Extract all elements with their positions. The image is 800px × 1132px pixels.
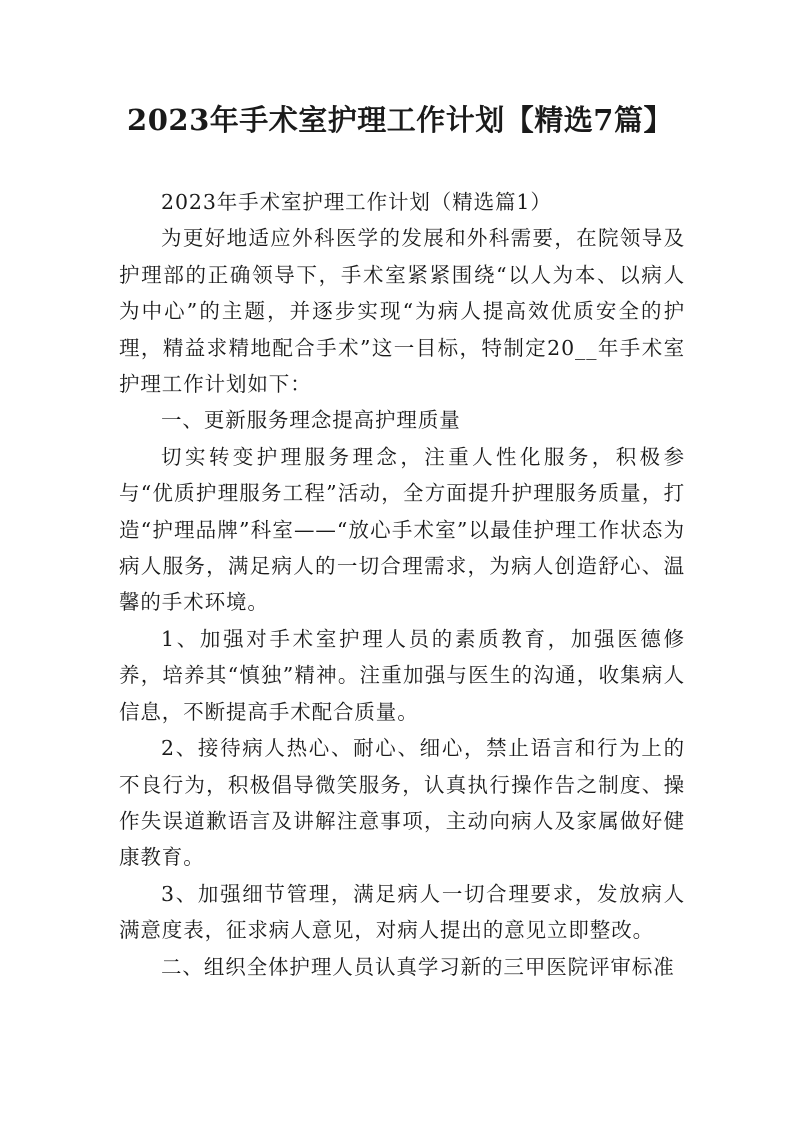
section-heading-1: 一、更新服务理念提高护理质量 xyxy=(161,408,461,433)
list-item-2: 2、接待病人热心、耐心、细心，禁止语言和行为上的不良行为，积极倡导微笑服务，认真执行操作告之制度、操作失误道歉语言及讲解注意事项，主动向病人及家属做好健康教育。 xyxy=(119,736,685,870)
section-heading-2: 二、组织全体护理人员认真学习新的三甲医院评审标准 xyxy=(161,954,675,979)
document-body xyxy=(119,184,685,985)
document-title: 2023年手术室护理工作计划【精选7篇】 xyxy=(127,103,673,137)
intro-paragraph: 为更好地适应外科医学的发展和外科需要，在院领导及护理部的正确领导下，手术室紧紧围绕“以人为本、以病人为中心”的主题，并逐步实现“为病人提高效优质安全的护理，精益求精地配合手术”这一目标，特制定20__年手术室护理工作计划如下： xyxy=(119,226,685,397)
list-item-3: 3、加强细节管理，满足病人一切合理要求，发放病人满意度表，征求病人意见，对病人提出的意见立即整改。 xyxy=(119,881,685,943)
section-heading-plan-1: 2023年手术室护理工作计划（精选篇1） xyxy=(161,190,552,214)
body-paragraph: 切实转变护理服务理念，注重人性化服务，积极参与“优质护理服务工程”活动，全方面提升护理服务质量，打造“护理品牌”科室——“放心手术室”以最佳护理工作状态为病人服务，满足病人的一切合理需求，为病人创造舒心、温馨的手术环境。 xyxy=(119,444,685,615)
list-item-1: 1、加强对手术室护理人员的素质教育，加强医德修养，培养其“慎独”精神。注重加强与医生的沟通，收集病人信息，不断提高手术配合质量。 xyxy=(119,626,685,724)
